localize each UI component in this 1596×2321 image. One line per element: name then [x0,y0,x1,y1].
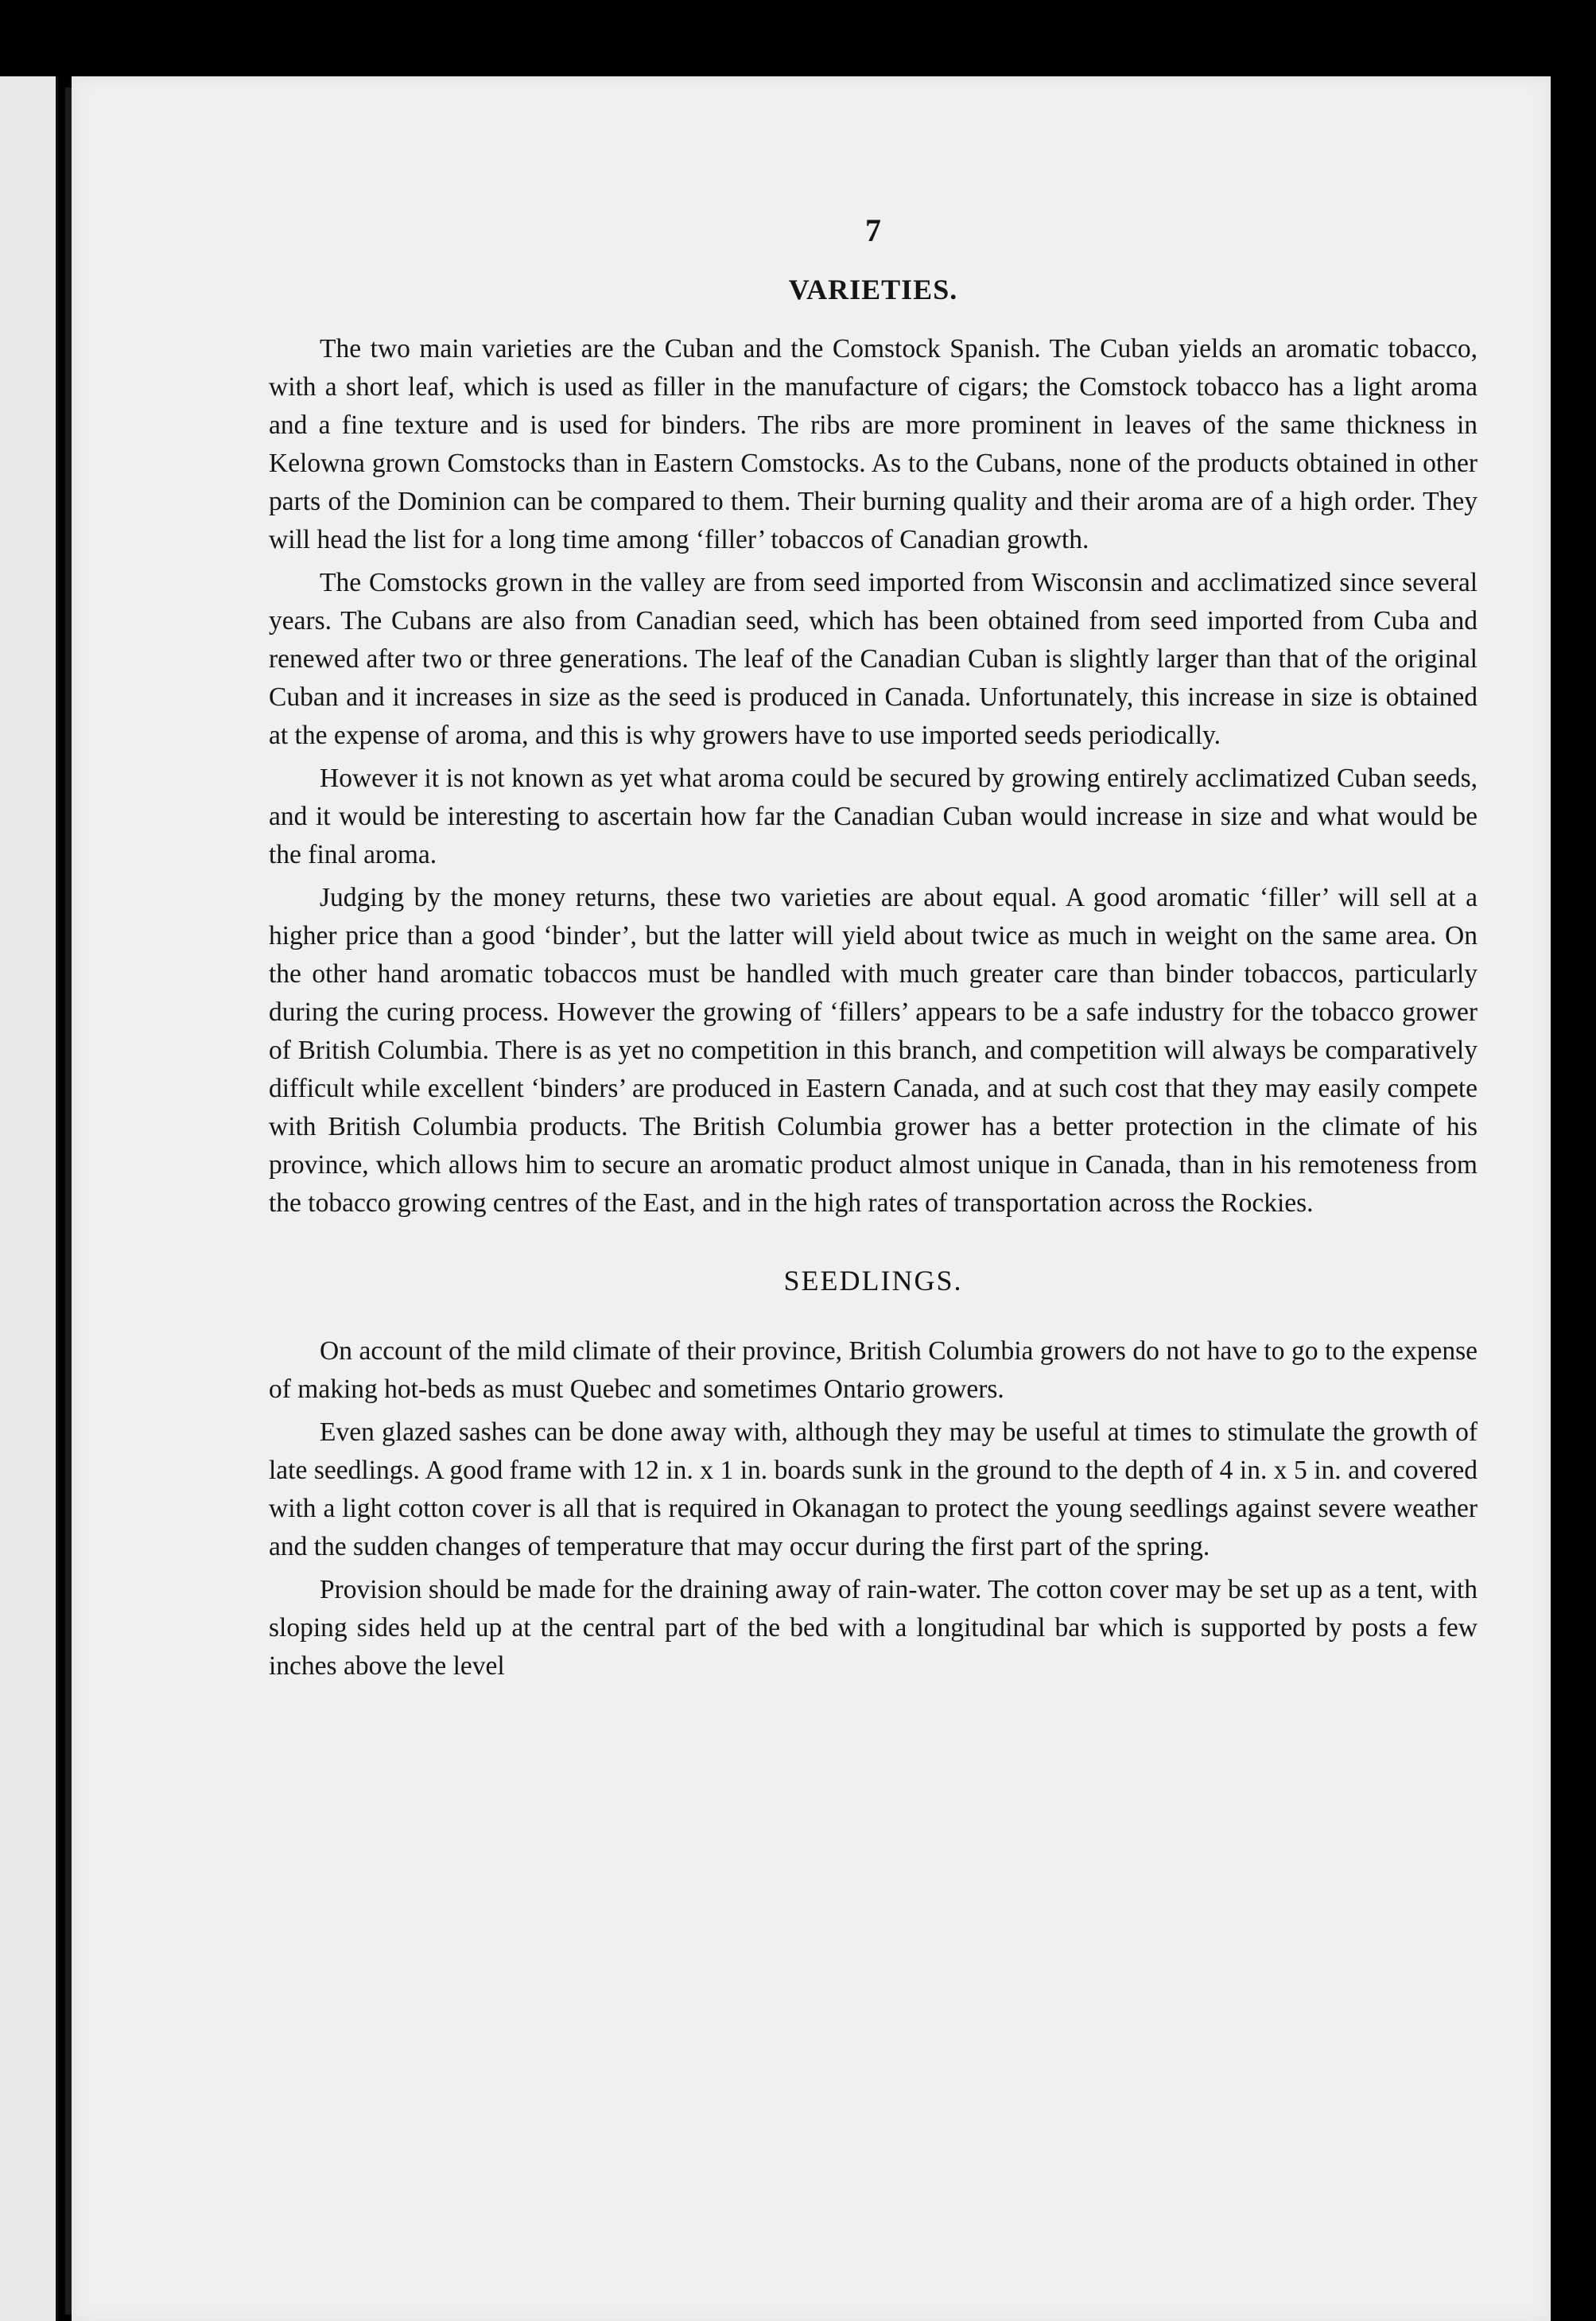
paragraph: The Comstocks grown in the valley are from seed imported from Wisconsin and acclimatized since several years. The Cubans are also from Canadian seed, which has been obtained from seed imported from Cuba and renewed after two or three generations. The leaf of the Canadian Cuban is slightly larger than that of the original Cuban and it increases in size as the seed is produced in Canada. Unfortunately, this increase in size is obtained at the expense of aroma, and this is why growers have to use imported seeds periodically. [269,568,1478,750]
paragraph: Even glazed sashes can be done away with, although they may be useful at times to stimulate the growth of late seedlings. A good frame with 12 in. x 1 in. boards sunk in the ground to the depth of 4 in. x 5 in. and covered with a light cotton cover is all that is required in Okanagan to protect the young seedlings against severe weather and the sudden changes of temperature that may occur during the first part of the spring. [269,1417,1478,1561]
paragraph: The two main varieties are the Cuban and the Comstock Spanish. The Cuban yields an aromatic tobacco, with a short leaf, which is used as filler in the manufacture of cigars; the Comstock tobacco has a light aroma and a fine texture and is used for binders. The ribs are more prominent in leaves of the same thickness in Kelowna grown Comstocks than in Eastern Comstocks. As to the Cubans, none of the products obtained in other parts of the Dominion can be compared to them. Their burning quality and their aroma are of a high order. They will head the list for a long time among ‘filler’ tobaccos of Canadian growth. [269,334,1478,554]
section-heading-varieties: VARIETIES. [788,274,958,305]
adjacent-page-edge [0,76,58,2321]
paragraph: However it is not known as yet what aroma could be secured by growing entirely acclimatized Cuban seeds, and it would be interesting to ascertain how far the Canadian Cuban would increase in size and what would be the final aroma. [269,764,1478,869]
paragraph: On account of the mild climate of their province, British Columbia growers do not have to go to the expense of making hot-beds as must Quebec and sometimes Ontario growers. [269,1336,1478,1404]
paragraph: Provision should be made for the draining away of rain-water. The cotton cover may be set up as a tent, with sloping sides held up at the central part of the bed with a longitudinal bar which is supported by posts a few inches above the level [269,1575,1478,1681]
page-content [269,212,1478,1690]
section-heading-seedlings: SEEDLINGS. [783,1265,963,1297]
binding-shadow [65,87,72,2315]
document-page [72,76,1551,2321]
page-number: 7 [865,212,881,248]
paragraph: Judging by the money returns, these two varieties are about equal. A good aromatic ‘filler’ will sell at a higher price than a good ‘binder’, but the latter will yield about twice as much in weight on the same area. On the other hand aromatic tobaccos must be handled with much greater care than binder tobaccos, particularly during the curing process. However the growing of ‘fillers’ appears to be a safe industry for the tobacco grower of British Columbia. There is as yet no competition in this branch, and competition will always be comparatively difficult while excellent ‘binders’ are produced in Eastern Canada, and at such cost that they may easily compete with British Columbia products. The British Columbia grower has a better protection in the climate of his province, which allows him to secure an aromatic product almost unique in Canada, than in his remoteness from the tobacco growing centres of the East, and in the high rates of transportation across the Rockies. [269,883,1478,1218]
